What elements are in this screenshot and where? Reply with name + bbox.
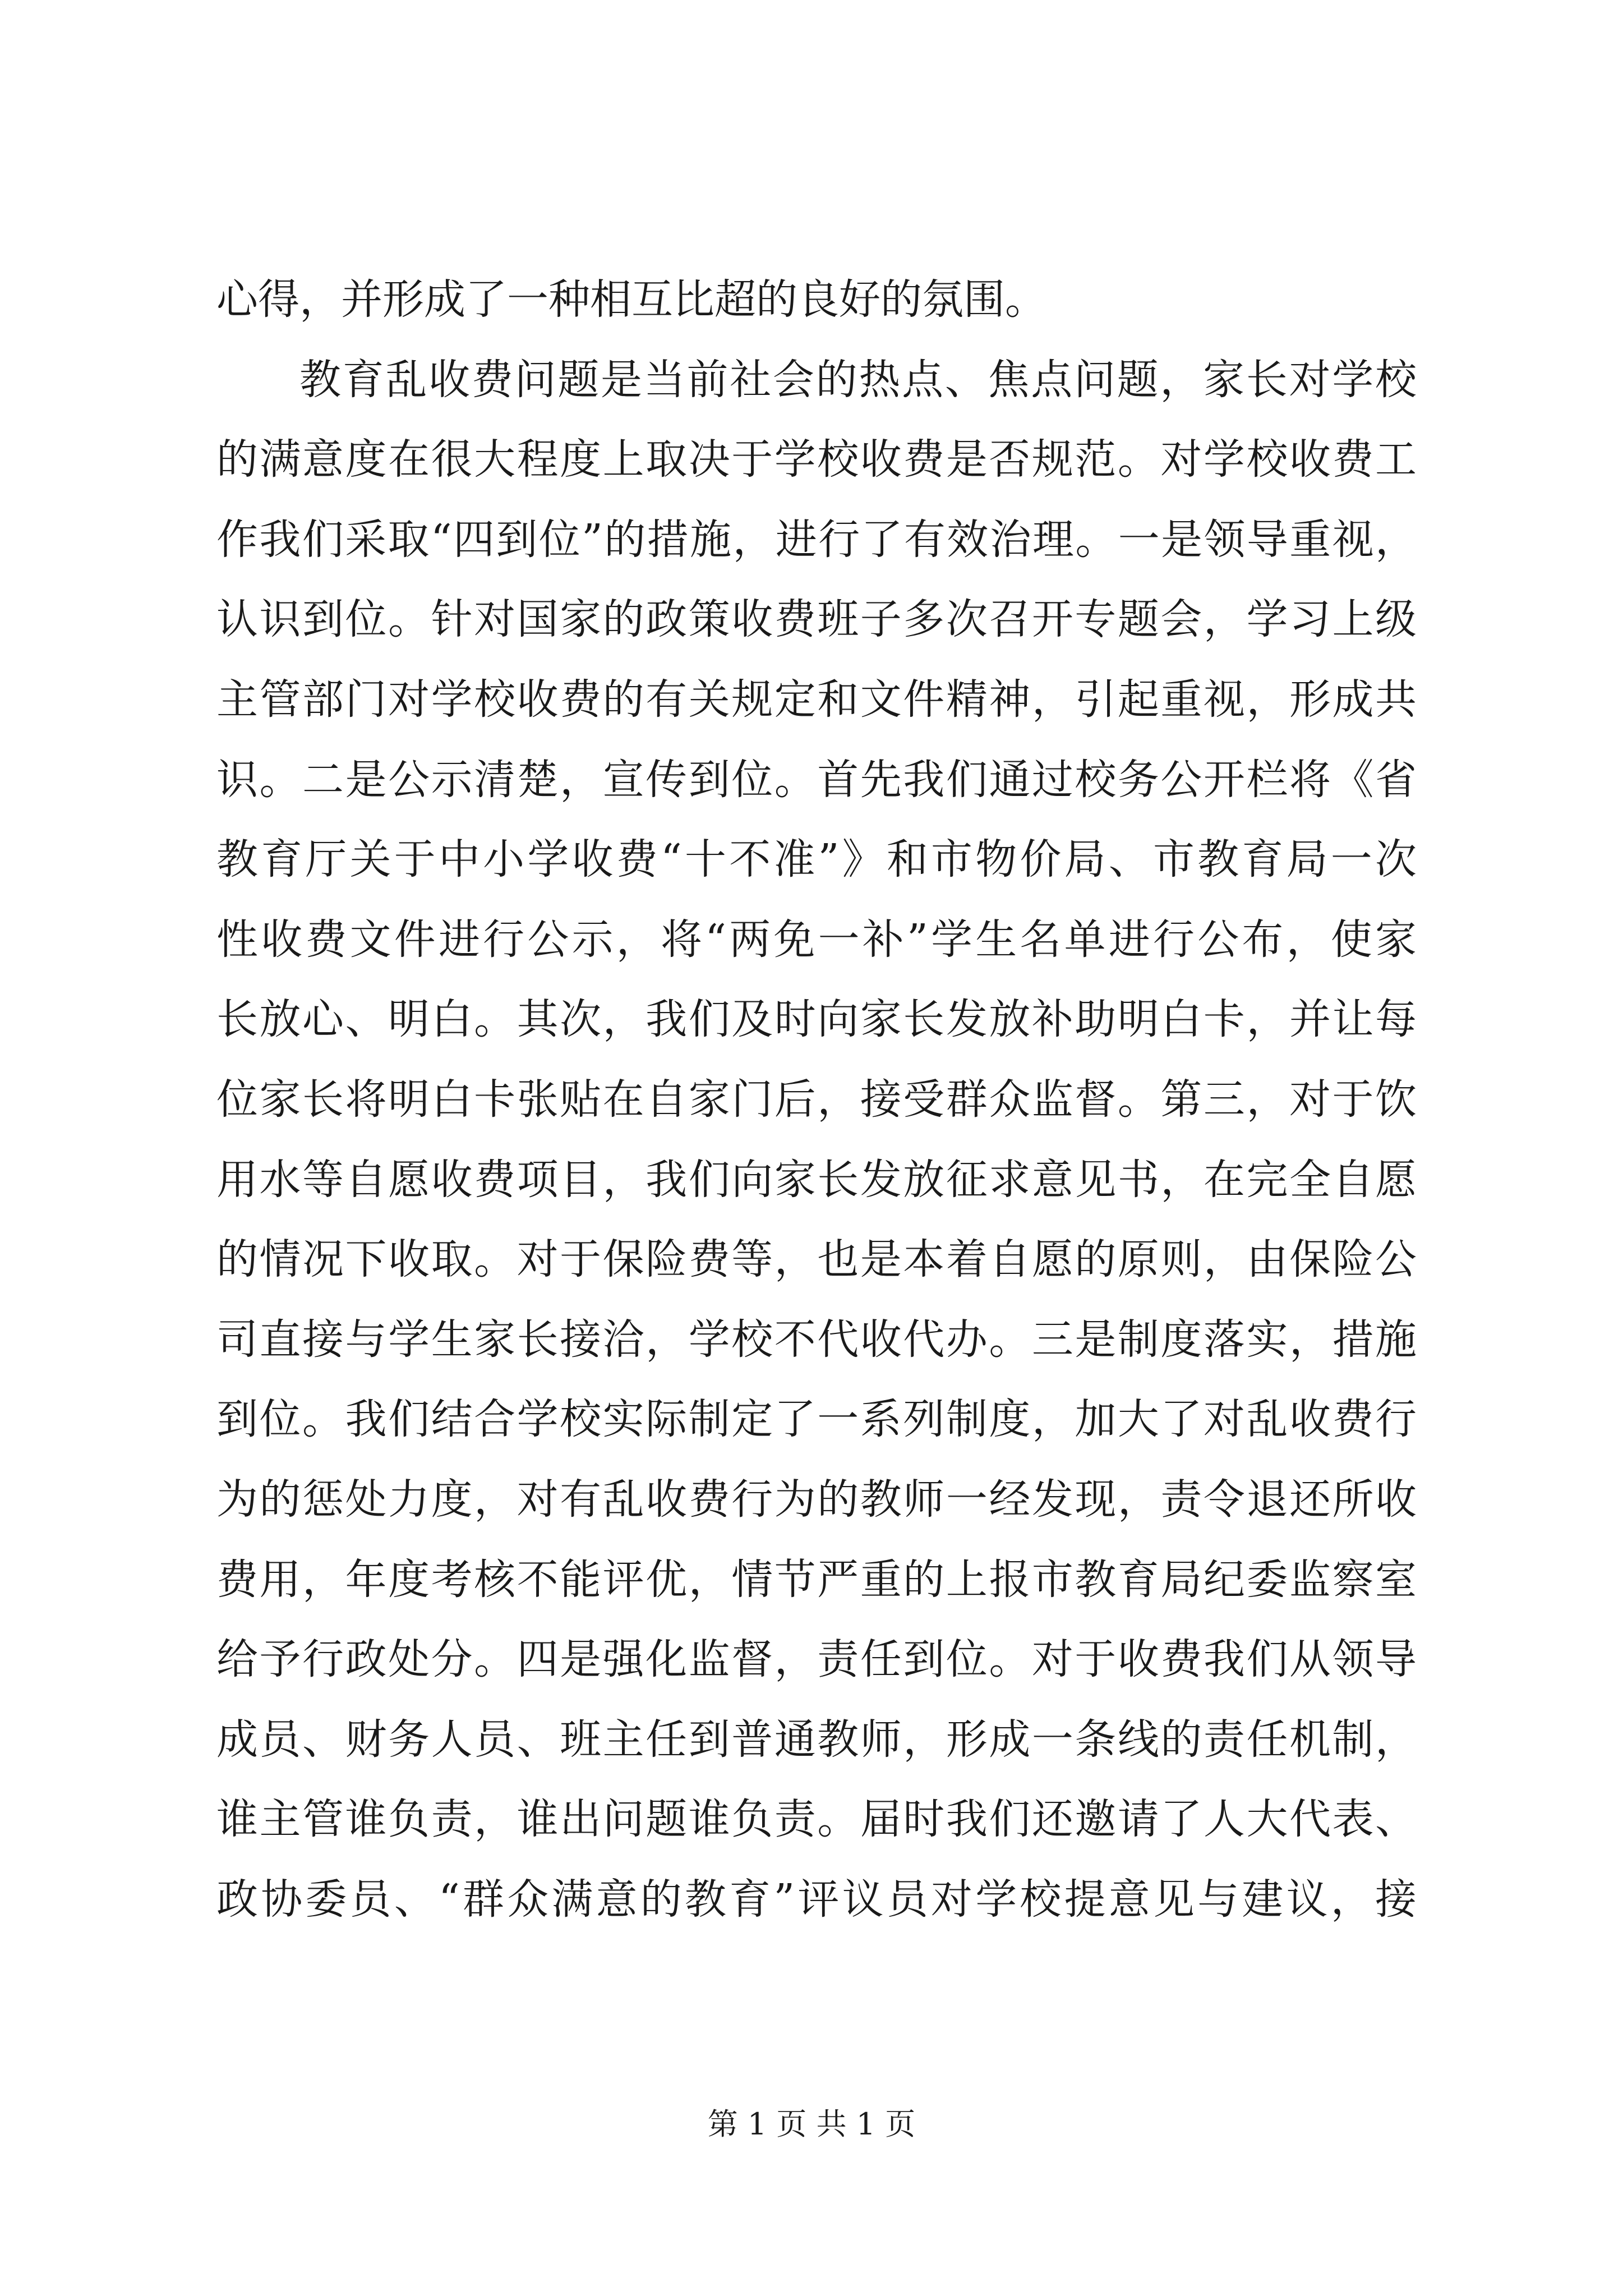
- text-line: 位家长将明白卡张贴在自家门后，接受群众监督。第三，对于饮: [216, 1075, 1417, 1124]
- text-line: 作我们采取“四到位”的措施，进行了有效治理。一是领导重视，: [216, 515, 1417, 564]
- text-line: 长放心、明白。其次，我们及时向家长发放补助明白卡，并让每: [216, 995, 1417, 1044]
- text-line: 主管部门对学校收费的有关规定和文件精神，引起重视，形成共: [216, 675, 1417, 724]
- text-line: 教育乱收费问题是当前社会的热点、焦点问题，家长对学校: [299, 355, 1417, 404]
- text-line: 为的惩处力度，对有乱收费行为的教师一经发现，责令退还所收: [216, 1475, 1417, 1524]
- body-text: [216, 260, 1417, 1939]
- text-line: 费用，年度考核不能评优，情节严重的上报市教育局纪委监察室: [216, 1555, 1417, 1604]
- text-line: 成员、财务人员、班主任到普通教师，形成一条线的责任机制，: [216, 1715, 1417, 1764]
- text-line: 的情况下收取。对于保险费等，也是本着自愿的原则，由保险公: [216, 1235, 1417, 1284]
- text-line: 性收费文件进行公示，将“两免一补”学生名单进行公布，使家: [216, 915, 1417, 964]
- text-line: 识。二是公示清楚，宣传到位。首先我们通过校务公开栏将《省: [216, 755, 1417, 804]
- page-footer: 第 1 页 共 1 页: [707, 2106, 916, 2142]
- text-line: 政协委员、“群众满意的教育”评议员对学校提意见与建议，接: [216, 1875, 1417, 1924]
- text-line: 谁主管谁负责，谁出问题谁负责。届时我们还邀请了人大代表、: [216, 1795, 1417, 1844]
- text-line: 用水等自愿收费项目，我们向家长发放征求意见书，在完全自愿: [216, 1155, 1417, 1204]
- text-line: 司直接与学生家长接洽，学校不代收代办。三是制度落实，措施: [216, 1315, 1417, 1364]
- text-line: 认识到位。针对国家的政策收费班子多次召开专题会，学习上级: [216, 595, 1417, 644]
- text-line: 到位。我们结合学校实际制定了一系列制度，加大了对乱收费行: [216, 1395, 1417, 1444]
- text-line: 心得，并形成了一种相互比超的良好的氛围。: [216, 275, 1046, 324]
- text-line: 教育厅关于中小学收费“十不准”》和市物价局、市教育局一次: [216, 835, 1417, 884]
- text-line: 的满意度在很大程度上取决于学校收费是否规范。对学校收费工: [216, 435, 1417, 484]
- text-line: 给予行政处分。四是强化监督，责任到位。对于收费我们从领导: [216, 1635, 1417, 1684]
